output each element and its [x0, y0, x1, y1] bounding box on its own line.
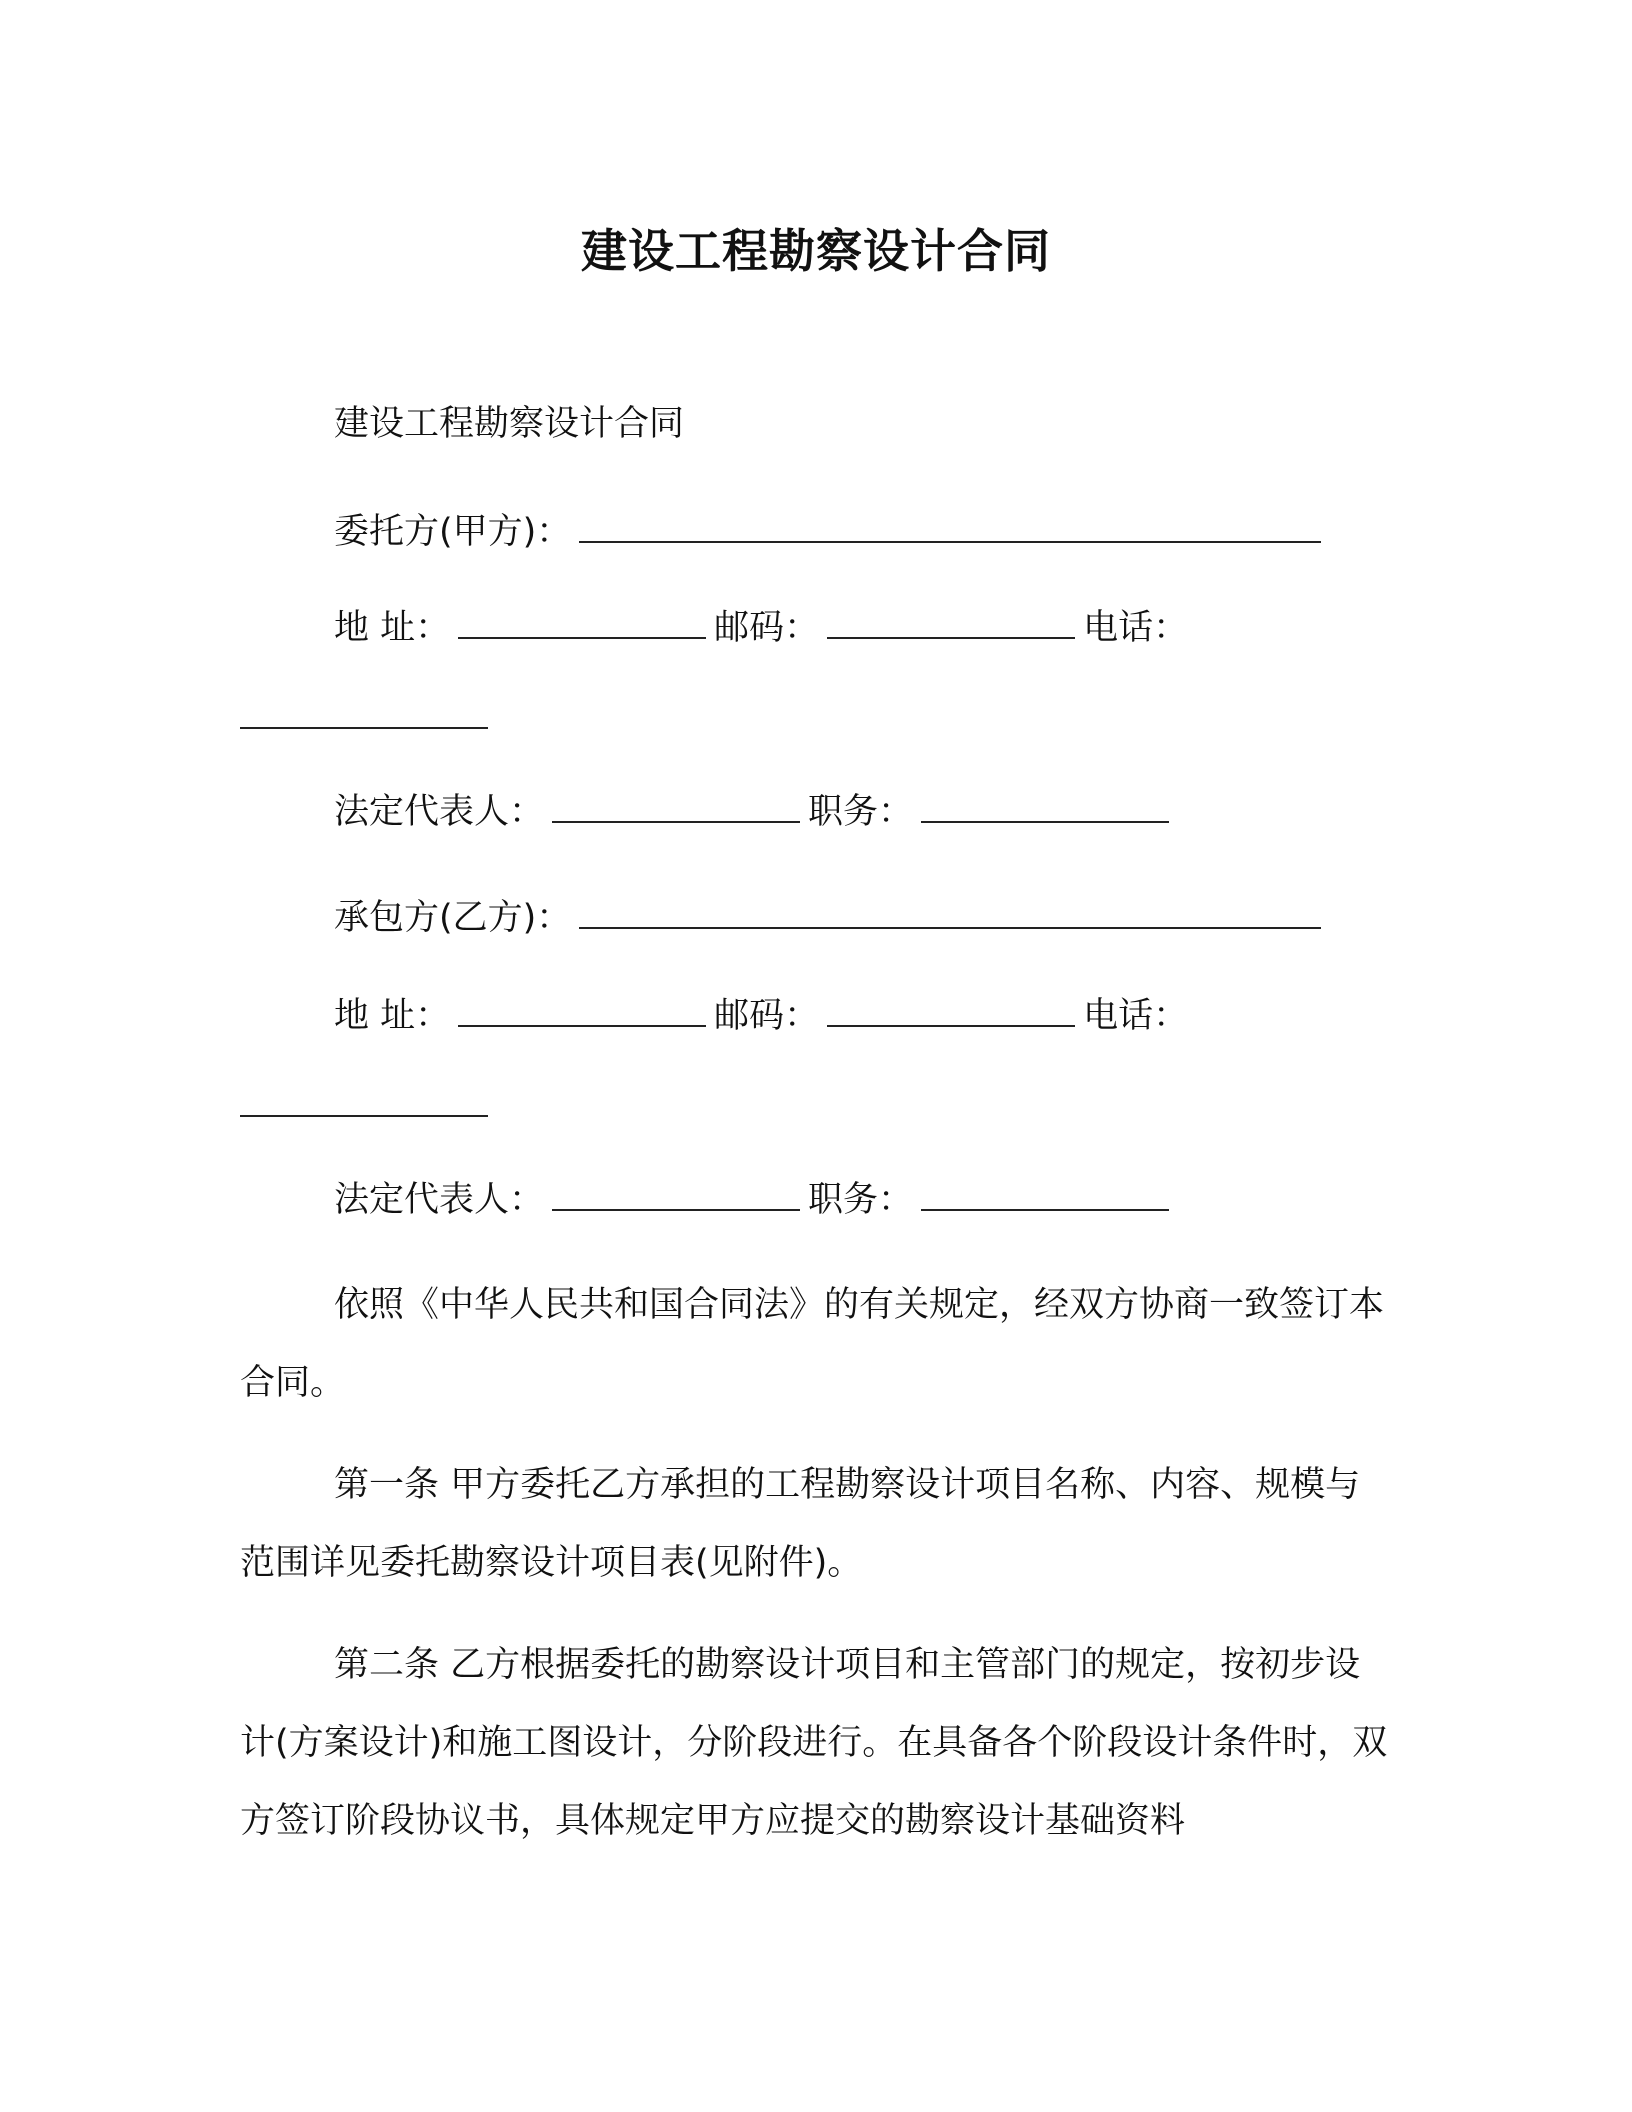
party-a-phone-blank[interactable] — [240, 697, 488, 729]
party-a-label: 委托方(甲方)： — [334, 512, 572, 552]
party-b-address-blank[interactable] — [458, 995, 706, 1027]
party-b-position-label: 职务： — [808, 1180, 914, 1220]
party-a-postcode-label: 邮码： — [714, 608, 820, 648]
party-b-line — [334, 892, 1329, 944]
party-a-postcode-blank[interactable] — [827, 607, 1075, 639]
party-a-rep-label: 法定代表人： — [334, 792, 545, 832]
party-b-contact-line — [334, 990, 1188, 1042]
party-b-phone-label: 电话： — [1083, 996, 1189, 1036]
party-b-rep-line — [334, 1174, 1177, 1226]
party-a-phone-label: 电话： — [1083, 608, 1189, 648]
party-b-postcode-label: 邮码： — [714, 996, 820, 1036]
party-a-address-blank[interactable] — [458, 607, 706, 639]
party-b-postcode-blank[interactable] — [827, 995, 1075, 1027]
party-a-rep-blank[interactable] — [552, 791, 800, 823]
party-a-rep-line — [334, 786, 1177, 838]
party-b-phone-blank[interactable] — [240, 1085, 488, 1117]
party-b-phone-line — [240, 1080, 496, 1132]
party-b-rep-label: 法定代表人： — [334, 1180, 545, 1220]
paragraph-article-2: 第二条 乙方根据委托的勘察设计项目和主管部门的规定，按初步设计(方案设计)和施工图设计，分阶段进行。在具备各个阶段设计条件时，双方签订阶段协议书，具体规定甲方应提交的勘察设计基础资料 — [240, 1645, 1388, 1841]
party-a-position-blank[interactable] — [921, 791, 1169, 823]
document-subtitle: 建设工程勘察设计合同 — [334, 404, 685, 444]
party-b-address-label: 地 址： — [334, 996, 451, 1036]
party-a-address-label: 地 址： — [334, 608, 451, 648]
paragraph-intro: 依照《中华人民共和国合同法》的有关规定，经双方协商一致签订本合同。 — [240, 1285, 1385, 1403]
paragraph-article-1: 第一条 甲方委托乙方承担的工程勘察设计项目名称、内容、规模与范围详见委托勘察设计项目表(见附件)。 — [240, 1465, 1361, 1583]
party-b-position-blank[interactable] — [921, 1179, 1169, 1211]
document-title: 建设工程勘察设计合同 — [581, 224, 1051, 278]
party-a-phone-line — [240, 692, 496, 744]
party-a-blank[interactable] — [579, 511, 1321, 543]
party-b-rep-blank[interactable] — [552, 1179, 800, 1211]
party-a-position-label: 职务： — [808, 792, 914, 832]
party-b-blank[interactable] — [579, 897, 1321, 929]
party-b-label: 承包方(乙方)： — [334, 898, 572, 938]
party-a-contact-line — [334, 602, 1188, 654]
party-a-line — [334, 506, 1329, 558]
